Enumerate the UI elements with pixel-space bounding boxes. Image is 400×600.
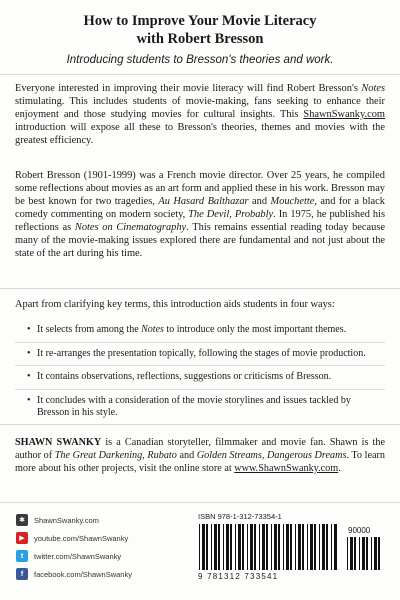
title-line-1: How to Improve Your Movie Literacy [83, 13, 317, 29]
film-title: The Devil, Probably [188, 209, 274, 220]
barcode-stripe [371, 537, 372, 570]
film-title: Au Hasard Balthazar [158, 196, 249, 207]
book-title-notes: Notes [141, 324, 164, 335]
text: It contains observations, reflections, suggestions or criticisms of Bresson. [37, 371, 332, 382]
barcode-stripe [314, 524, 316, 570]
barcode-stripe [226, 524, 229, 570]
barcode-stripe [374, 537, 377, 570]
social-links [16, 511, 186, 583]
text: stimulating. This includes students of movie-making, fans seeking to enhance their enjoyment and those studying movies for cultural insights. This [15, 96, 385, 120]
text: introduction will expose all these to Bresson's theories, themes and movies with the greatest efficiency. [15, 122, 385, 146]
price-code: 90000 [348, 526, 371, 535]
ways-intro: Apart from clarifying key terms, this introduction aids students in four ways: [15, 299, 335, 310]
social-link-website[interactable] [16, 511, 186, 529]
barcode-stripe [366, 537, 368, 570]
barcode-stripe [214, 524, 217, 570]
text: It selects from among the [37, 324, 142, 335]
barcode-stripe [322, 524, 325, 570]
barcode-stripe [223, 524, 224, 570]
bullet-icon: • [27, 347, 31, 359]
barcode-stripe [247, 524, 248, 570]
social-link-facebook[interactable] [16, 565, 186, 583]
barcode-stripe [242, 524, 244, 570]
ways-list [15, 324, 385, 425]
barcode-stripe [274, 524, 277, 570]
ean-barcode [198, 524, 338, 570]
title-line-2: with Robert Bresson [136, 31, 264, 47]
barcode-stripe [378, 537, 380, 570]
barcode-stripe [307, 524, 308, 570]
website-logo-icon: ✱ [16, 514, 28, 526]
barcode-stripe [295, 524, 296, 570]
barcode-stripe [290, 524, 292, 570]
text: and [248, 196, 271, 207]
list-item [15, 395, 385, 420]
text: to introduce only the most important themes. [163, 324, 347, 335]
barcode-stripe [250, 524, 253, 570]
isbn-number: ISBN 978-1-312-73354-1 [198, 512, 282, 521]
bullet-icon: • [27, 324, 31, 335]
barcode-stripe [235, 524, 236, 570]
barcode-stripe [199, 524, 200, 570]
text: . This remains essential reading today because many of the movie-making issues explored there are fundamental and not just about the state of the art during his time. [15, 222, 385, 259]
text: and [176, 450, 197, 461]
barcode-stripe [206, 524, 208, 570]
list-item [15, 371, 385, 384]
barcode-stripe [271, 524, 272, 570]
list-item [15, 324, 385, 337]
barcode-stripe [354, 537, 356, 570]
author-bio [15, 436, 385, 475]
barcode-stripe [302, 524, 304, 570]
divider [15, 342, 385, 343]
divider [15, 365, 385, 366]
barcode-stripe [286, 524, 289, 570]
barcode-stripe [298, 524, 301, 570]
bullet-icon: • [27, 394, 31, 406]
social-label: twitter.com/ShawnSwanky [34, 551, 122, 561]
facebook-icon: f [16, 568, 28, 580]
social-label: youtube.com/ShawnSwanky [34, 533, 129, 543]
book-title: Rubato [147, 450, 177, 461]
barcode-stripe [238, 524, 241, 570]
barcode-stripe [326, 524, 328, 570]
bullet-icon: • [27, 371, 31, 382]
divider [0, 502, 400, 503]
barcode-stripe [218, 524, 220, 570]
text: It concludes with a consideration of the movie storylines and issues tackled by Bresson in his style. [37, 394, 351, 418]
website-link[interactable]: ShawnSwanky.com [303, 109, 385, 120]
barcode-stripe [319, 524, 320, 570]
barcode-stripe [266, 524, 268, 570]
divider [0, 288, 400, 289]
book-title-notes: Notes [361, 83, 385, 94]
barcode-stripe [211, 524, 212, 570]
ean-number: 9 781312 733541 [198, 572, 279, 581]
list-item [15, 348, 385, 361]
text: , [142, 450, 148, 461]
text: It re-arranges the presentation topically, following the stages of movie production. [37, 347, 366, 359]
book-title: The Great Darkening [54, 450, 143, 461]
divider [0, 74, 400, 75]
social-label: ShawnSwanky.com [34, 515, 99, 525]
barcode-stripe [259, 524, 260, 570]
text: Everyone interested in improving their movie literacy will find Robert Bresson's [15, 83, 362, 94]
book-subtitle: Introducing students to Bresson's theories and work. [66, 54, 334, 66]
text: , and for a black comedy commenting on modern society, [15, 196, 385, 220]
barcode-stripe [262, 524, 265, 570]
book-title [20, 12, 380, 48]
barcode-stripe [331, 524, 332, 570]
barcode-stripe [347, 537, 348, 570]
store-link[interactable]: www.ShawnSwanky.com [234, 463, 339, 474]
price-barcode [346, 537, 382, 570]
divider [0, 424, 400, 425]
barcode-stripe [283, 524, 284, 570]
barcode-stripe [230, 524, 232, 570]
barcode-stripe [254, 524, 256, 570]
book-title: Golden Streams, Dangerous Dreams [196, 450, 347, 461]
social-label: facebook.com/ShawnSwanky [34, 569, 132, 579]
barcode-stripe [334, 524, 337, 570]
text: . In 1975, he published his reflections as [15, 209, 385, 233]
barcode-stripe [359, 537, 360, 570]
youtube-icon: ▶ [16, 532, 28, 544]
isbn-barcode [198, 512, 384, 586]
barcode-stripe [278, 524, 280, 570]
social-link-youtube[interactable] [16, 529, 186, 547]
text: . [338, 463, 341, 474]
text: Robert Bresson (1901-1999) was a French movie director. Over 25 years, he compiled some reflections about movies as an art form and applied these in his work. Bresson may be best known for two tragedies, [15, 170, 385, 207]
bresson-paragraph [15, 169, 385, 260]
book-title: Notes on Cinematography [74, 222, 187, 233]
divider [15, 389, 385, 390]
barcode-stripe [202, 524, 205, 570]
text: is a Canadian storyteller, filmmaker and movie fan. Shawn is the author of [15, 437, 385, 461]
barcode-stripe [310, 524, 313, 570]
barcode-stripe [362, 537, 365, 570]
barcode-stripe [350, 537, 353, 570]
author-name: SHAWN SWANKY [15, 437, 102, 448]
social-link-twitter[interactable] [16, 547, 186, 565]
text: . To learn more about his other projects, visit the online store at [15, 450, 386, 474]
film-title: Mouchette [270, 196, 315, 207]
twitter-icon: t [16, 550, 28, 562]
intro-paragraph [15, 82, 385, 147]
